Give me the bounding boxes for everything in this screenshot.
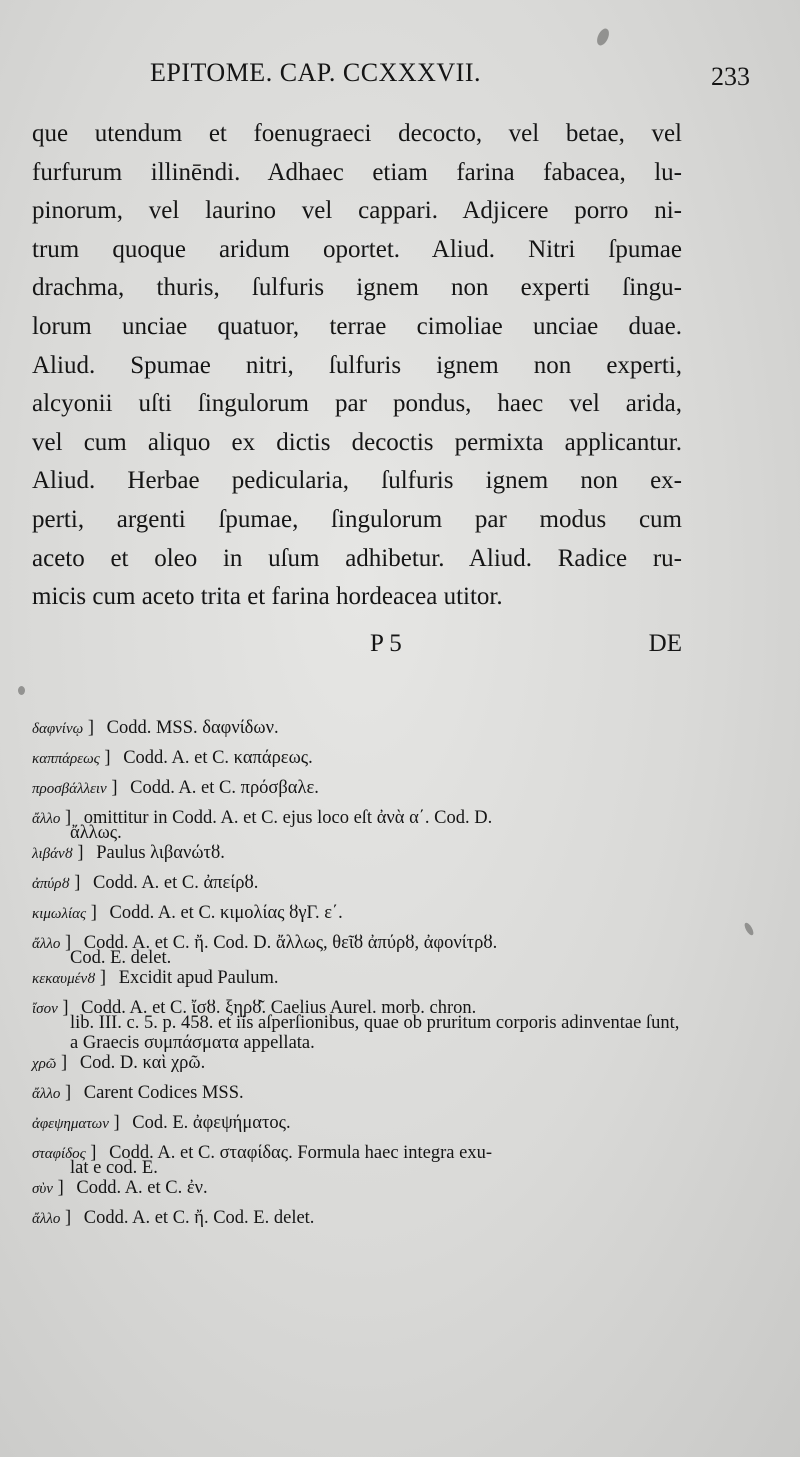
text-line: perti, argenti ſpumae, ſingulorum par modus cum [32,505,682,533]
footnote [32,808,682,843]
note-lemma: δαφνίνῳ [32,721,84,737]
text-line: alcyonii uſti ſingulorum par pondus, haec vel arida, [32,390,682,418]
note-text: Codd. A. et C. ἤ. Cod. E. delet. [83,1208,315,1228]
note-text: Codd. MSS. δαφνίδων. [106,718,279,738]
bracket: ] [95,968,107,988]
bracket: ] [60,933,72,953]
note-text: Codd. A. et C. σταφίδας. Formula haec integra exu- [109,1143,493,1163]
note-text: Codd. A. et C. καπάρεως. [123,748,313,768]
footnote [32,1053,682,1083]
note-lemma: ἄλλο [32,811,61,827]
text-line: lorum unciae quatuor, terrae cimoliae unciae duae. [32,312,682,340]
note-text: Codd. A. et C. πρόσβαλε. [130,778,319,798]
bracket: ] [57,998,69,1018]
note-text: Cod. D. καὶ χρῶ. [79,1053,206,1073]
footnote [32,718,682,748]
note-lemma: καππάρεως [32,751,100,767]
footnote [32,778,682,808]
note-lemma: ἀφεψηματων [32,1116,109,1132]
note-lemma: λιβάνȣ [32,846,73,862]
bracket: ] [86,903,97,923]
ink-mark [743,921,755,936]
footnote [32,1178,682,1208]
bracket: ] [69,873,81,893]
page-header [150,58,750,94]
ink-mark [18,686,25,695]
note-lemma: προσβάλλειν [32,781,107,797]
footnote [32,1083,682,1113]
bracket: ] [60,1083,72,1103]
page-number: 233 [711,62,750,91]
text-line: pinorum, vel laurino vel cappari. Adjicere porro ni- [32,197,682,225]
note-text: Codd. A. et C. ἴσȣ. ξηρȣ͂. Caelius Aurel. morb. chron. [81,998,477,1018]
footnotes [32,718,682,1238]
bracket: ] [99,748,111,768]
footnote [32,998,682,1053]
catchword: DE [648,630,682,657]
note-text: Codd. A. et C. κιμολίας ȣγΓ. ε΄. [109,903,343,923]
note-lemma: ἄλλο [32,936,61,952]
footnote [32,903,682,933]
bracket: ] [60,808,72,828]
signature-row [32,630,682,666]
bracket: ] [85,1143,97,1163]
note-lemma: ἀπύρȣ [32,876,70,892]
footnote [32,748,682,778]
footnote [32,1113,682,1143]
footnote [32,843,682,873]
bracket: ] [56,1053,68,1073]
footnote [32,1143,682,1178]
note-text: Codd. A. et C. ἀπείρȣ. [93,873,259,893]
note-continuation: lib. III. c. 5. p. 458. et iis aſperſionibus, quae ob pruritum corporis adinventae ſunt, a Graecis συμπάσματα appellata. [70,1013,680,1053]
text-line: trum quoque aridum oportet. Aliud. Nitri ſpumae [32,235,682,263]
note-text: Paulus λιβανώτȣ. [96,843,225,863]
main-text [32,115,682,617]
note-continuation: ἄλλως. [70,823,122,843]
ink-mark [595,27,612,48]
footnote [32,1208,682,1238]
text-line: vel cum aliquo ex dictis decoctis permixta applicantur. [32,428,682,456]
bracket: ] [72,843,84,863]
note-lemma: ἄλλο [32,1211,61,1227]
note-lemma: σταφίδος [32,1146,86,1162]
note-lemma: ἴσον [32,1001,58,1017]
running-title: EPITOME. CAP. CCXXXVII. [150,58,481,87]
signature-mark: P 5 [370,630,402,657]
bracket: ] [108,1113,120,1133]
text-line: furfurum illinēndi. Adhaec etiam farina fabacea, lu- [32,158,682,186]
note-continuation: Cod. E. delet. [70,948,172,968]
text-line: aceto et oleo in uſum adhibetur. Aliud. Radice ru- [32,544,682,572]
note-text: Cod. E. ἀφεψήματος. [132,1113,291,1133]
note-text: Codd. A. et C. ἤ. Cod. D. ἄλλως, θεῖȣ ἀπύρȣ, ἀφονίτρȣ. [83,933,498,953]
note-lemma: κεκαυμένȣ [32,971,96,987]
text-line: Aliud. Spumae nitri, ſulfuris ignem non experti, [32,351,682,379]
note-lemma: ἄλλο [32,1086,61,1102]
bracket: ] [106,778,118,798]
text-line: drachma, thuris, ſulfuris ignem non experti ſingu- [32,274,682,302]
note-text: Excidit apud Paulum. [118,968,279,988]
text-line: que utendum et foenugraeci decocto, vel betae, vel [32,120,682,147]
note-text: Codd. A. et C. ἐν. [76,1178,208,1198]
bracket: ] [60,1208,72,1228]
note-continuation: lat e cod. E. [70,1158,158,1178]
footnote [32,873,682,903]
note-text: Carent Codices MSS. [83,1083,244,1103]
note-text: omittitur in Codd. A. et C. ejus loco eſt ἀνὰ α΄. Cod. D. [83,808,493,828]
text-line: micis cum aceto trita et farina hordeacea utitor. [32,583,503,611]
note-lemma: χρῶ [32,1056,57,1072]
footnote [32,933,682,968]
text-line: Aliud. Herbae pedicularia, ſulfuris ignem non ex- [32,467,682,495]
footnote [32,968,682,998]
note-lemma: κιμωλίας [32,906,87,922]
bracket: ] [52,1178,64,1198]
note-lemma: σὺν [32,1181,53,1197]
bracket: ] [83,718,95,738]
